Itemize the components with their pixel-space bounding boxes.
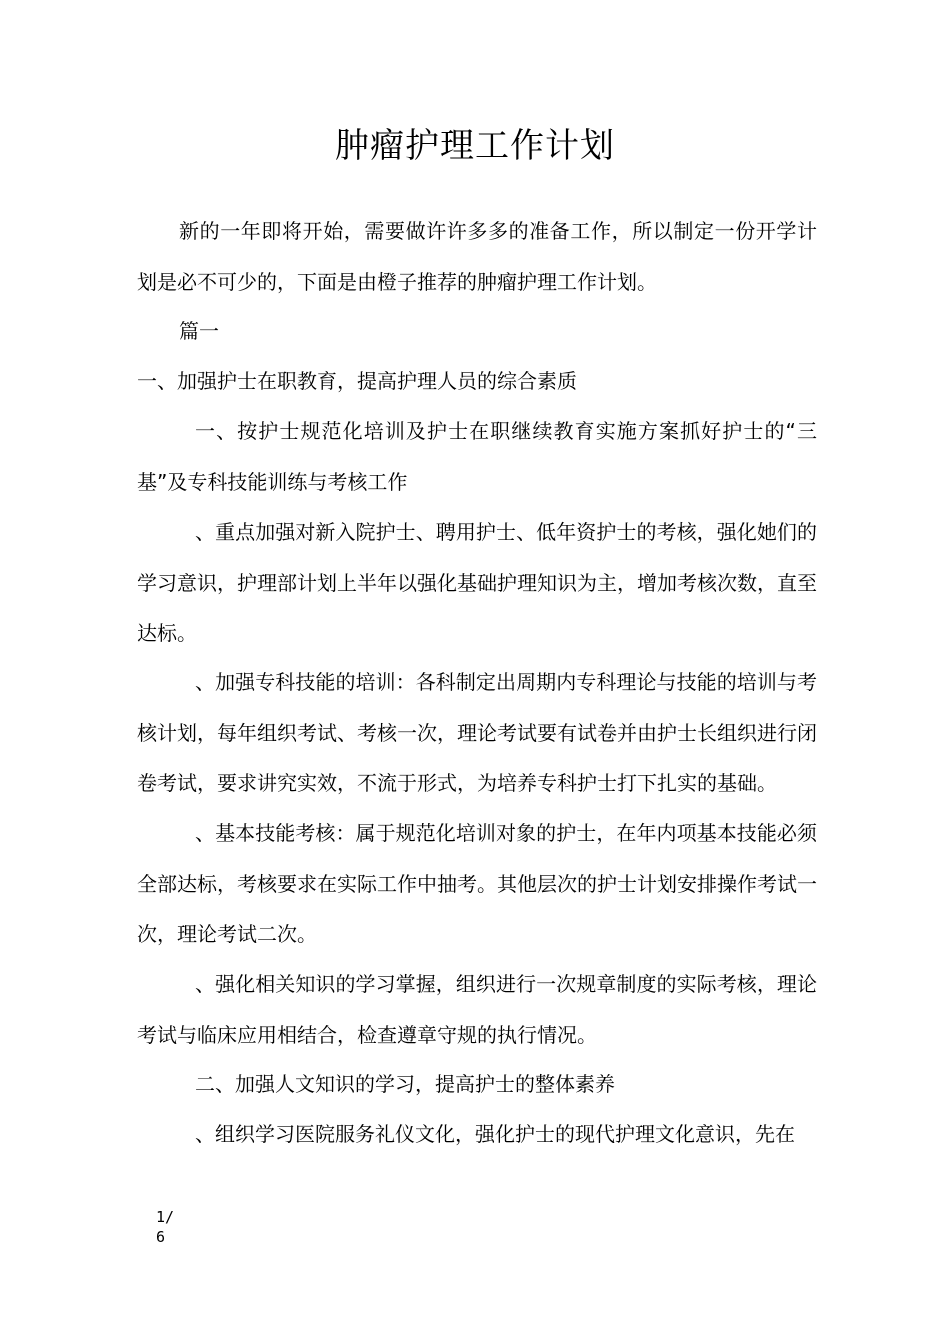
intro-paragraph: 新的一年即将开始，需要做许许多多的准备工作，所以制定一份开学计划是必不可少的，下面是由橙子推荐的肿瘤护理工作计划。 [137,219,817,294]
subsection-1: 一、按护士规范化培训及护士在职继续教育实施方案抓好护士的“三基”及专科技能训练与考核工作 [137,419,817,494]
document-title: 肿瘤护理工作计划 [335,126,615,166]
section-heading-part-one: 篇一 [179,319,219,343]
page-number: 1/ 6 [156,1208,175,1246]
section-heading-2: 二、加强人文知识的学习，提高护士的整体素养 [195,1072,615,1096]
item-paragraph-1: 、重点加强对新入院护士、聘用护士、低年资护士的考核，强化她们的学习意识，护理部计划上半年以强化基础护理知识为主，增加考核次数，直至达标。 [137,520,817,645]
item-paragraph-2: 、加强专科技能的培训：各科制定出周期内专科理论与技能的培训与考核计划，每年组织考试、考核一次，理论考试要有试卷并由护士长组织进行闭卷考试，要求讲究实效，不流于形式，为培养专科护士打下扎实的基础。 [137,670,817,795]
item-paragraph-5: 、组织学习医院服务礼仪文化，强化护士的现代护理文化意识，先在 [195,1122,795,1146]
item-paragraph-4: 、强化相关知识的学习掌握，组织进行一次规章制度的实际考核，理论考试与临床应用相结合，检查遵章守规的执行情况。 [137,972,817,1047]
item-paragraph-3: 、基本技能考核：属于规范化培训对象的护士，在年内项基本技能必须全部达标，考核要求在实际工作中抽考。其他层次的护士计划安排操作考试一次，理论考试二次。 [137,821,817,946]
section-heading-1: 一、加强护士在职教育，提高护理人员的综合素质 [137,369,577,393]
